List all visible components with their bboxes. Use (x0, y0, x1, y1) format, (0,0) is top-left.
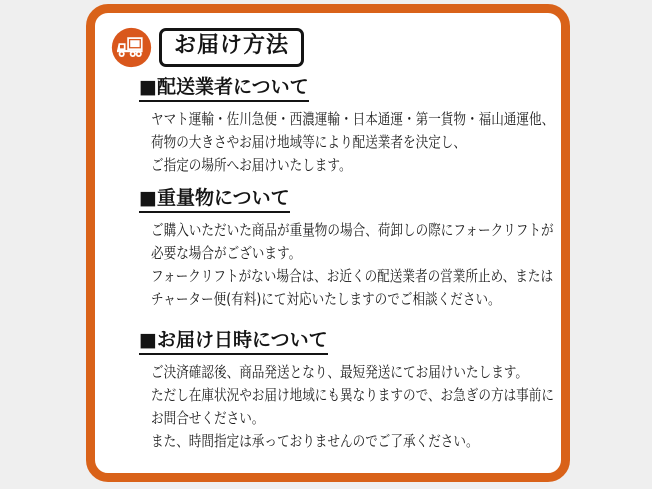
section-body (151, 108, 555, 177)
section-text-line: 必要な場合がございます。 (151, 243, 302, 262)
section-heading: ■重量物について (139, 188, 290, 213)
sections (139, 76, 555, 453)
section-text-line: フォークリフトがない場合は、お近くの配送業者の営業所止め、または (151, 266, 554, 285)
section-text-line: 荷物の大きさやお届け地域等により配送業者を決定し、 (151, 132, 467, 151)
delivery-info-panel (86, 4, 570, 482)
panel-content (95, 13, 561, 453)
truck-icon (111, 27, 152, 68)
section-text-line: ご購入いただいた商品が重量物の場合、荷卸しの際にフォークリフトが (151, 220, 554, 239)
section-text-line: チャーター便(有料)にて対応いたしますのでご相談ください。 (151, 289, 501, 308)
section-text-line: お問合せください。 (151, 408, 265, 427)
section-shipping-carriers (139, 76, 555, 177)
section-text-line: ご決済確認後、商品発送となり、最短発送にてお届けいたします。 (151, 362, 529, 381)
section-text-line: ご指定の場所へお届けいたします。 (151, 155, 352, 174)
section-body (151, 361, 554, 453)
section-heading: ■配送業者について (139, 77, 309, 102)
section-text-line: ただし在庫状況やお届け地域にも異なりますので、お急ぎの方は事前に (151, 385, 554, 404)
section-text-line: また、時間指定は承っておりませんのでご了承ください。 (151, 431, 479, 450)
section-delivery-schedule (139, 328, 554, 453)
section-body (151, 219, 554, 311)
section-text-line: ヤマト運輸・佐川急便・西濃運輸・日本通運・第一貨物・福山通運他、 (151, 109, 555, 128)
panel-header (111, 27, 561, 68)
panel-title: お届け方法 (159, 28, 304, 66)
section-heading: ■お届け日時について (139, 330, 328, 355)
section-heavy-items (139, 186, 554, 311)
